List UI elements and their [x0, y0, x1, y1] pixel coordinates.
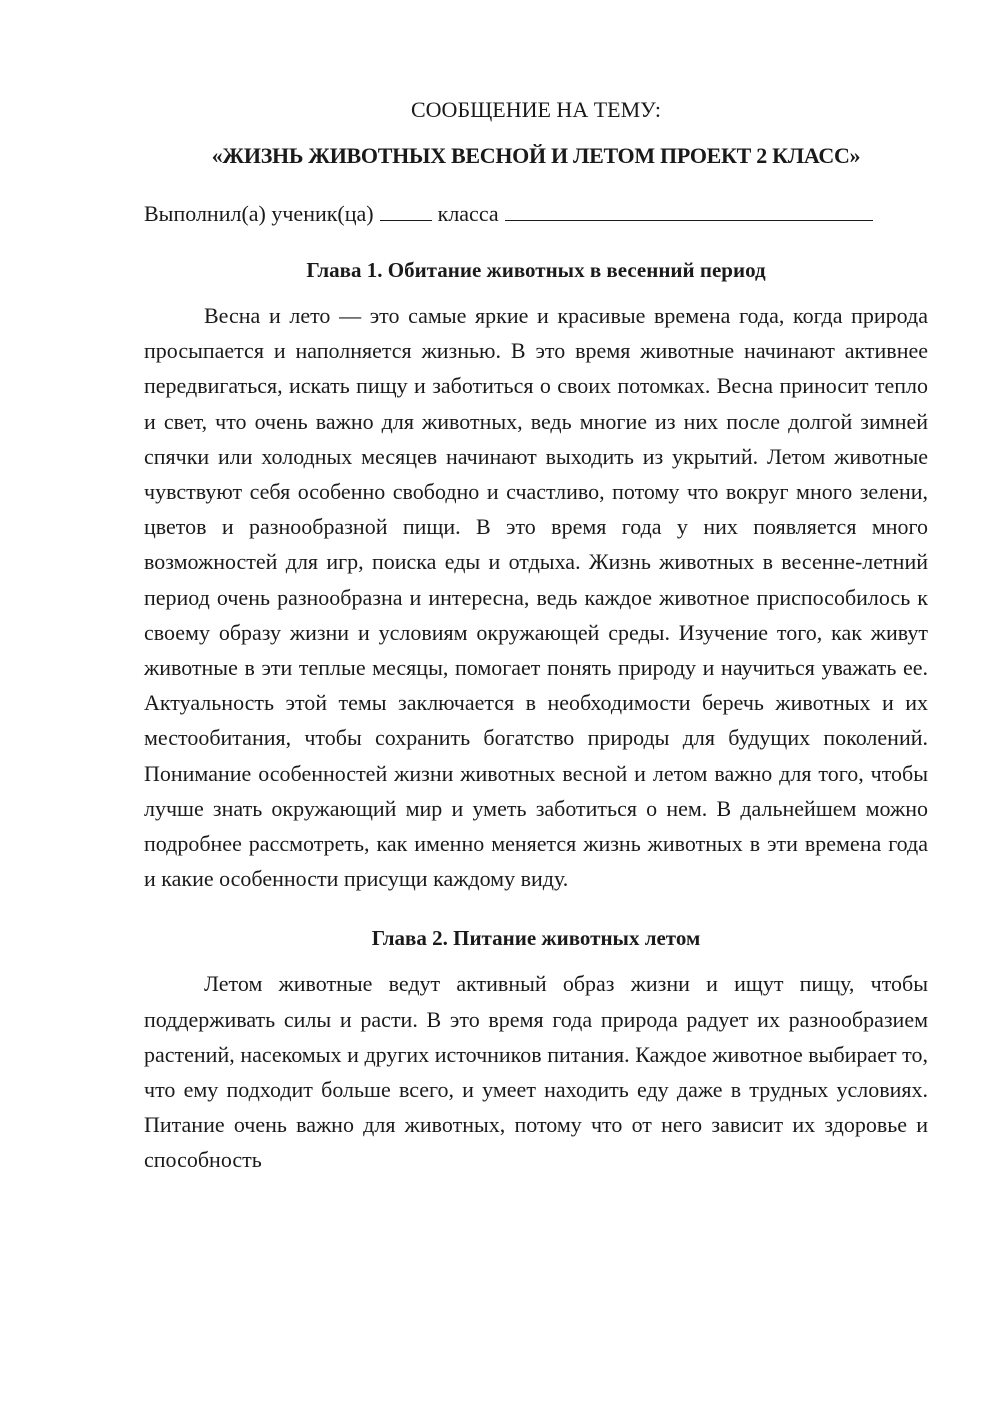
chapter-1: [144, 252, 928, 896]
author-line-class-label: класса: [437, 201, 499, 226]
document-header: СООБЩЕНИЕ НА ТЕМУ:: [411, 97, 661, 122]
author-line: [144, 196, 928, 232]
author-line-prefix: Выполнил(а) ученик(ца): [144, 201, 374, 226]
chapter-2-title: Глава 2. Питание животных летом: [371, 926, 701, 951]
chapter-2-paragraph: Летом животные ведут активный образ жизни и ищут пищу, чтобы поддерживать силы и расти. В это время года природа радует их разнообразием растений, насекомых и других источников питания. Каждое животное выбирает то, что ему подходит больше всего, и умеет находить еду даже в трудных условиях. Питание очень важно для животных, потому что от него зависит их здоровье и способность: [144, 971, 928, 1173]
student-name-blank: [505, 200, 873, 221]
document-body: [144, 92, 928, 1178]
class-number-blank: [380, 200, 432, 221]
document-title: «ЖИЗНЬ ЖИВОТНЫХ ВЕСНОЙ И ЛЕТОМ ПРОЕКТ 2 КЛАСС»: [211, 143, 861, 168]
chapter-1-paragraph: Весна и лето — это самые яркие и красивые времена года, когда природа просыпается и наполняется жизнью. В это время животные начинают активнее передвигаться, искать пищу и заботиться о своих потомках. Весна приносит тепло и свет, что очень важно для животных, ведь многие из них после долгой зимней спячки или холодных месяцев начинают выходить из укрытий. Летом животные чувствуют себя особенно свободно и счастливо, потому что вокруг много зелени, цветов и разнообразной пищи. В это время года у них появляется много возможностей для игр, поиска еды и отдыха. Жизнь животных в весенне-летний период очень разнообразна и интересна, ведь каждое животное приспособилось к своему образу жизни и условиям окружающей среды. Изучение того, как живут животные в эти теплые месяцы, помогает понять природу и научиться уважать ее. Актуальность этой темы заключается в необходимости беречь животных и их местообитания, чтобы сохранить богатство природы для будущих поколений. Понимание особенностей жизни животных весной и летом важно для того, чтобы лучше знать окружающий мир и уметь заботиться о нем. В дальнейшем можно подробнее рассмотреть, как именно меняется жизнь животных в эти времена года и какие особенности присущи каждому виду.: [144, 303, 928, 892]
chapter-1-title: Глава 1. Обитание животных в весенний период: [306, 258, 766, 282]
chapter-2: [144, 920, 928, 1177]
